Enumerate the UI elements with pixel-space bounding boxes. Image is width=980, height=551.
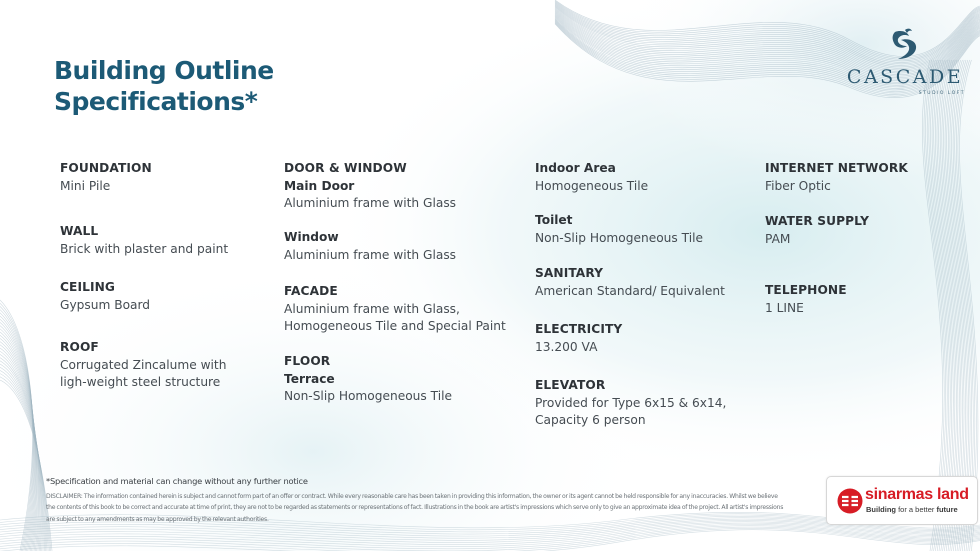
spec-item-facade [284, 283, 506, 336]
spec-item-window [284, 229, 456, 264]
swan-icon [885, 28, 925, 64]
spec-value: Non-Slip Homogeneous Tile [535, 230, 703, 245]
spec-item-roof [60, 339, 226, 392]
page-title [54, 55, 274, 117]
spec-value: Capacity 6 person [535, 413, 646, 427]
developer-tagline-middle: for a better [898, 505, 935, 514]
spec-heading: TELEPHONE [765, 283, 847, 297]
spec-heading: WATER SUPPLY [765, 214, 870, 228]
spec-heading: DOOR & WINDOW [284, 161, 407, 175]
spec-heading: ELEVATOR [535, 378, 606, 392]
developer-tagline-suffix: future [936, 505, 958, 514]
spec-value: Non-Slip Homogeneous Tile [284, 389, 452, 403]
specification-note: *Specification and material can change without any further notice [46, 476, 308, 486]
spec-heading: FLOOR [284, 354, 331, 368]
spec-value: Provided for Type 6x15 & 6x14, [535, 395, 727, 410]
spec-value: 13.200 VA [535, 339, 598, 354]
spec-value: Fiber Optic [765, 178, 831, 193]
cascade-logo [845, 28, 965, 100]
spec-item-ceiling [60, 279, 150, 314]
spec-item-internet-network [765, 160, 908, 195]
page-title-line-2: Specifications* [54, 87, 258, 116]
developer-tagline-prefix: Building [866, 505, 896, 514]
spec-value: American Standard/ Equivalent [535, 283, 725, 298]
spec-item-wall [60, 223, 228, 258]
spec-value: Homogeneous Tile [535, 178, 649, 193]
developer-tagline [866, 505, 958, 514]
spec-value: Brick with plaster and paint [60, 241, 229, 256]
spec-heading: SANITARY [535, 266, 604, 280]
developer-logo [826, 476, 978, 525]
spec-heading: FOUNDATION [60, 161, 152, 175]
spec-heading: CEILING [60, 280, 116, 294]
spec-item-elevator [535, 377, 726, 430]
spec-item-water-supply [765, 213, 869, 248]
spec-item-indoor-area [535, 160, 648, 195]
spec-item-floor [284, 353, 452, 406]
spec-heading: ELECTRICITY [535, 322, 623, 336]
spec-item-electricity [535, 321, 622, 356]
spec-value: Aluminium frame with Glass, [284, 301, 460, 316]
brand-tagline: STUDIO LOFT [918, 91, 965, 96]
disclaimer-text: DISCLAIMER: The information contained herein is subject and cannot form part of an offer or contract. While every reasonable care has been taken in providing this information, the owner or its agent cannot be held responsible for any inaccuracies. Whilst we believe the contents of this book to be correct and accurate at time of print, they are not to be regarded as statements or representations of fact. Illustrations in the book are artist's impressions which serve only to give an approximate idea of the project. All artist's impressions are subject to any amendments as may be approved by the relevant authorities. [46, 493, 784, 523]
spec-subheading: Terrace [284, 371, 335, 386]
spec-value: Aluminium frame with Glass [284, 247, 457, 262]
spec-subheading: Window [284, 230, 339, 244]
spec-subheading: Main Door [284, 178, 355, 193]
spec-item-sanitary [535, 265, 725, 300]
page-title-line-1: Building Outline [54, 56, 274, 85]
spec-value: Homogeneous Tile and Special Paint [284, 319, 506, 333]
brand-name: CASCADE [846, 66, 964, 88]
developer-name: sinarmas land [865, 486, 969, 503]
spec-item-toilet [535, 212, 703, 247]
sinarmas-emblem-icon [837, 488, 863, 514]
spec-value: Mini Pile [60, 178, 111, 193]
spec-item-telephone [765, 282, 847, 317]
spec-value: Aluminium frame with Glass [284, 196, 457, 210]
spec-value: 1 LINE [765, 300, 804, 315]
spec-heading: FACADE [284, 284, 338, 298]
spec-item-door-window [284, 160, 456, 213]
spec-value: PAM [765, 231, 791, 246]
spec-value: ligh-weight steel structure [60, 375, 221, 389]
spec-subheading: Toilet [535, 213, 573, 227]
spec-item-foundation [60, 160, 152, 195]
spec-heading: ROOF [60, 340, 99, 354]
spec-subheading: Indoor Area [535, 161, 616, 175]
spec-value: Corrugated Zincalume with [60, 357, 227, 372]
spec-value: Gypsum Board [60, 297, 151, 312]
spec-heading: WALL [60, 224, 99, 238]
spec-heading: INTERNET NETWORK [765, 161, 908, 175]
